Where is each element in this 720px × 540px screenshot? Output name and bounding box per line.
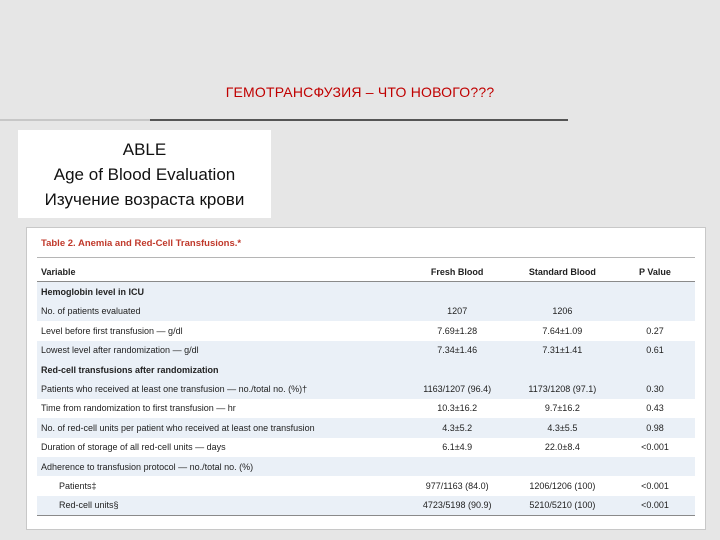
table-row bbox=[37, 476, 695, 495]
table-row bbox=[37, 379, 695, 398]
table-image bbox=[26, 227, 706, 530]
cell-standard-blood: 1206 bbox=[510, 302, 615, 321]
table-row bbox=[37, 496, 695, 516]
cell-variable: Patients who received at least one transfusion — no./total no. (%)† bbox=[37, 379, 405, 398]
column-header-variable: Variable bbox=[37, 262, 405, 282]
cell-p-value bbox=[615, 360, 695, 379]
cell-variable: No. of red-cell units per patient who received at least one transfusion bbox=[37, 418, 405, 437]
table-row bbox=[37, 438, 695, 457]
cell-p-value: <0.001 bbox=[641, 480, 669, 491]
cell-p-value: 0.30 bbox=[615, 379, 695, 398]
cell-variable: Red-cell transfusions after randomization bbox=[37, 360, 405, 379]
able-full-name: Age of Blood Evaluation bbox=[53, 164, 236, 184]
cell-variable: Hemoglobin level in ICU bbox=[37, 282, 405, 302]
cell-fresh-blood: 4723/5198 (90.9) bbox=[405, 496, 510, 516]
cell-standard-blood: 9.7±16.2 bbox=[544, 403, 580, 414]
table-caption-text: Anemia and Red-Cell Transfusions.* bbox=[77, 238, 242, 249]
cell-variable: Patients‡ bbox=[59, 480, 97, 491]
cell-fresh-blood: 4.3±5.2 bbox=[405, 418, 510, 437]
able-study-box bbox=[18, 130, 271, 218]
cell-fresh-blood: 1163/1207 (96.4) bbox=[405, 379, 510, 398]
cell-variable: Adherence to transfusion protocol — no./total no. (%) bbox=[37, 457, 405, 476]
cell-p-value bbox=[615, 282, 695, 302]
column-header-p-value: P Value bbox=[615, 262, 695, 282]
cell-fresh-blood: 7.34±1.46 bbox=[405, 341, 510, 360]
slide-title: ГЕМОТРАНСФУЗИЯ – ЧТО НОВОГО??? bbox=[225, 84, 495, 100]
cell-fresh-blood bbox=[405, 360, 510, 379]
left-divider bbox=[0, 119, 150, 121]
cell-variable: Red-cell units§ bbox=[37, 496, 405, 516]
cell-standard-blood bbox=[510, 360, 615, 379]
table-row bbox=[37, 457, 695, 476]
cell-standard-blood: 1173/1208 (97.1) bbox=[510, 379, 615, 398]
title-divider bbox=[150, 119, 568, 121]
table-caption bbox=[41, 238, 241, 249]
table-section-row bbox=[37, 282, 695, 302]
cell-variable: Lowest level after randomization — g/dl bbox=[37, 341, 405, 360]
cell-p-value: <0.001 bbox=[615, 496, 695, 516]
table-row bbox=[37, 341, 695, 360]
cell-p-value bbox=[615, 302, 695, 321]
caption-divider bbox=[37, 257, 695, 258]
cell-variable: No. of patients evaluated bbox=[37, 302, 405, 321]
data-table bbox=[37, 262, 695, 516]
cell-p-value bbox=[615, 457, 695, 476]
able-acronym: ABLE bbox=[122, 139, 167, 159]
cell-p-value: 0.98 bbox=[615, 418, 695, 437]
table-row bbox=[37, 418, 695, 437]
cell-fresh-blood: 1207 bbox=[405, 302, 510, 321]
cell-p-value: 0.61 bbox=[615, 341, 695, 360]
table-caption-label: Table 2. bbox=[41, 238, 76, 249]
cell-p-value: 0.43 bbox=[646, 403, 664, 414]
cell-fresh-blood: 10.3±16.2 bbox=[437, 403, 478, 414]
cell-standard-blood: 7.31±1.41 bbox=[510, 341, 615, 360]
cell-standard-blood: 4.3±5.5 bbox=[510, 418, 615, 437]
cell-standard-blood: 1206/1206 (100) bbox=[529, 480, 596, 491]
table-row bbox=[37, 399, 695, 418]
cell-fresh-blood: 6.1±4.9 bbox=[442, 442, 473, 453]
cell-p-value: <0.001 bbox=[641, 442, 669, 453]
cell-fresh-blood bbox=[405, 282, 510, 302]
cell-standard-blood: 5210/5210 (100) bbox=[510, 496, 615, 516]
table-body bbox=[37, 282, 695, 516]
cell-fresh-blood bbox=[405, 457, 510, 476]
cell-variable: Duration of storage of all red-cell units — days bbox=[41, 442, 226, 453]
able-russian-name: Изучение возраста крови bbox=[44, 189, 245, 209]
table-section-row bbox=[37, 360, 695, 379]
column-header-standard-blood: Standard Blood bbox=[510, 262, 615, 282]
cell-fresh-blood: 977/1163 (84.0) bbox=[425, 480, 489, 491]
cell-standard-blood bbox=[510, 457, 615, 476]
table-row bbox=[37, 302, 695, 321]
cell-p-value: 0.27 bbox=[646, 325, 664, 336]
cell-variable: Time from randomization to first transfusion — hr bbox=[41, 403, 236, 414]
table-row bbox=[37, 321, 695, 340]
cell-fresh-blood: 7.69±1.28 bbox=[437, 325, 478, 336]
cell-standard-blood bbox=[510, 282, 615, 302]
cell-standard-blood: 22.0±8.4 bbox=[544, 442, 580, 453]
column-header-fresh-blood: Fresh Blood bbox=[405, 262, 510, 282]
cell-variable: Level before first transfusion — g/dl bbox=[41, 325, 183, 336]
cell-standard-blood: 7.64±1.09 bbox=[542, 325, 583, 336]
table-header-row bbox=[37, 262, 695, 282]
